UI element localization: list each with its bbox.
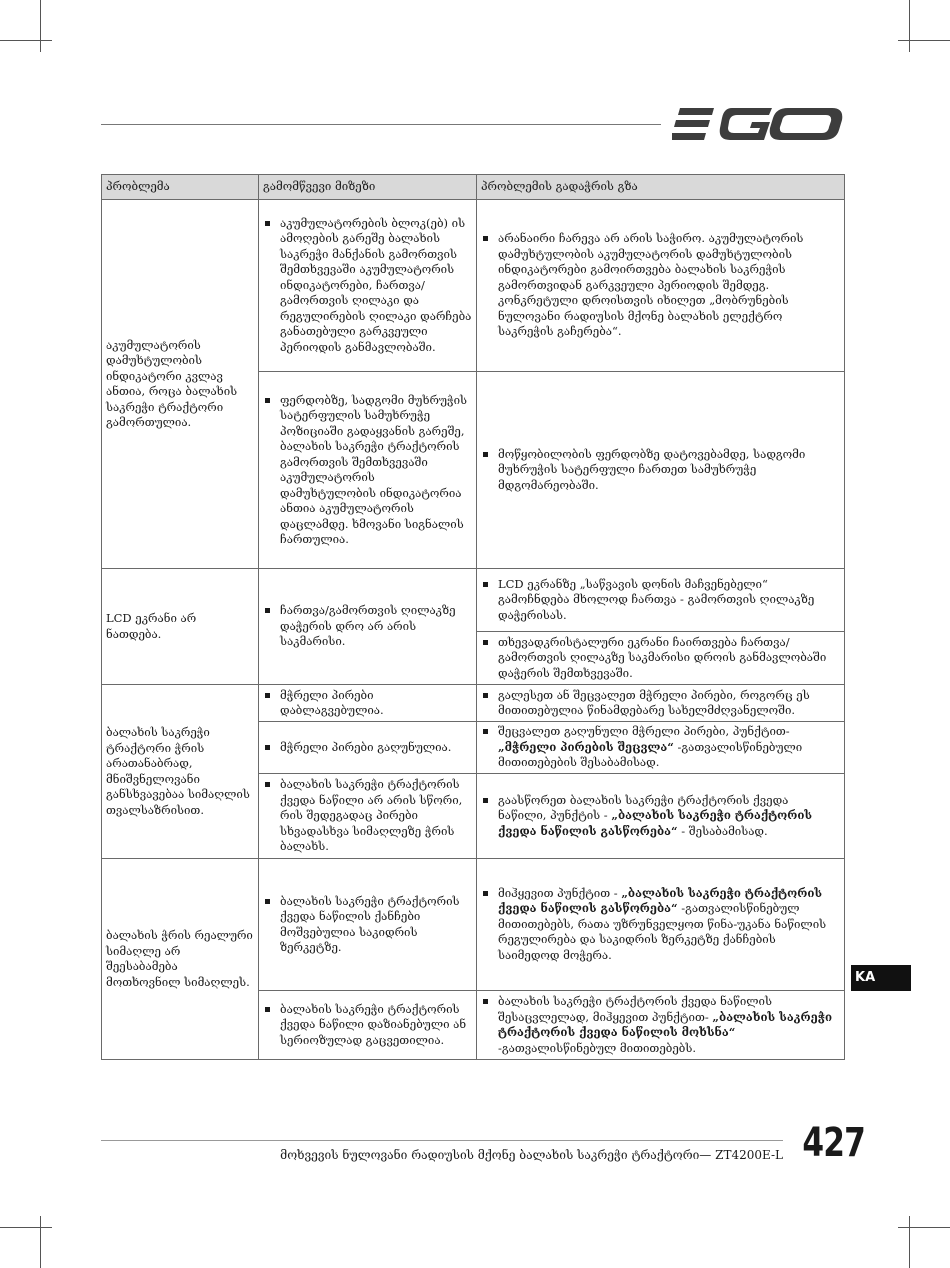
page-number: 427 [802,1120,866,1166]
crop-mark [40,0,41,52]
cause-cell: ბალახის საკრეჭი ტრაქტორის ქვედა ნაწილის ქანჩები მოშვებულია საკიდრის ზერკეტზე. [259,859,477,991]
solution-cell: მიჰყევით პუნქტით - „ბალახის საკრეჭი ტრაქტორის ქვედა ნაწილის გასწორება“ -გათვალისწინებულ მითითებებს, რათა უზრუნველყოთ წინა-უკანა ნაწილის რეგულირება და საკიდრის ზერკეტზე ქანჩების საიმედოდ მოჭერა. [477,859,845,991]
header-problem: პრობლემა [102,175,259,200]
header-cause: გამომწვევი მიზეზი [259,175,477,200]
solution-cell: შეცვალეთ გაღუნული მჭრელი პირები, პუნქტით- „მჭრელი პირების შეცვლა“ -გათვალისწინებული მითითებების შესაბამისად. [477,722,845,774]
footer-title: მოხვევის ნულოვანი რადიუსის მქონე ბალახის საკრეჭი ტრაქტორი— ZT4200E-L [280,1148,783,1162]
bullet-icon [483,640,488,645]
problem-cell: LCD ეკრანი არ ნათდება. [102,569,259,685]
solution-cell: თხევადკრისტალური ეკრანი ჩაირთვება ჩართვა/გამორთვის ღილაკზე საკმარისი დროის განმავლობაში დაჭერის შემთხვევაში. [477,632,845,685]
crop-mark [898,40,950,41]
cause-cell: მჭრელი პირები დაბლაგვებულია. [259,685,477,722]
cause-cell: აკუმულატორების ბლოკ(ებ) ის ამოღების გარეშე ბალახის საკრეჭი მანქანის გამორთვის შემთხვევაში აკუმულატორის ინდიკატორები, ჩართვა/ გამორთვის ღილაკი და რეგულირების ღილაკი დარჩება განათებული გარკვეული პერიოდის განმავლობაში. [259,200,477,372]
crop-mark [909,0,910,52]
crop-mark [0,1227,52,1228]
crop-mark [40,1216,41,1268]
table-row [102,685,845,722]
bullet-icon [483,693,488,698]
solution-cell: არანაირი ჩარევა არ არის საჭირო. აკუმულატორის დამუხტულობის აკუმულატორის დამუხტულობის ინდიკატორები გამოირთვება ბალახის საკრეჭის გამორთვიდან გარკვეული პერიოდის შემდეგ. კონკრეტული დროისთვის იხილეთ „მობრუნების ნულოვანი რადიუსის მქონე ბალახის ელექტრო საკრეჭის გაჩერება“. [477,200,845,372]
bullet-icon [265,693,270,698]
bullet-icon [265,1007,270,1012]
bullet-icon [265,745,270,750]
table-row [102,200,845,372]
problem-cell: აკუმულატორის დამუხტულობის ინდიკატორი კვლავ ანთია, როცა ბალახის საკრეჭი ტრაქტორი გამორთულია. [102,200,259,569]
cause-cell: ჩართვა/გამორთვის ღილაკზე დაჭერის დრო არ არის საკმარისი. [259,569,477,685]
header-rule [101,124,661,125]
bullet-icon [483,798,488,803]
cause-cell: ფერდობზე, სადგომი მუხრუჭის სატერფულის სამუხრუჭე პოზიციაში გადაყვანის გარეშე, ბალახის საკრეჭი ტრაქტორის გამორთვის შემთხვევაში აკუმულატორის დამუხტულობის ინდიკატორია ანთია აკუმულატორის დაცლამდე. ხმოვანი სიგნალის ჩართულია. [259,372,477,569]
solution-cell: მოწყობილობის ფერდობზე დატოვებამდე, სადგომი მუხრუჭის სატერფული ჩართეთ სამუხრუჭე მდგომარეობაში. [477,372,845,569]
solution-cell: ბალახის საკრეჭი ტრაქტორის ქვედა ნაწილის შესაცვლელად, მიჰყევით პუნქტით- „ბალახის საკრეჭი ტრაქტორის ქვედა ნაწილის მოხსნა“ -გათვალისწინებულ მითითებებს. [477,991,845,1060]
table-header-row [102,175,845,200]
solution-cell: გაასწორეთ ბალახის საკრეჭი ტრაქტორის ქვედა ნაწილი, პუნქტის - „ბალახის საკრეჭი ტრაქტორის ქვედა ნაწილის გასწორება“ - შესაბამისად. [477,774,845,859]
troubleshooting-table [101,174,845,1060]
bullet-icon [265,221,270,226]
crop-mark [0,40,52,41]
crop-mark [909,1216,910,1268]
bullet-icon [483,452,488,457]
header-solution: პრობლემის გადაჭრის გზა [477,175,845,200]
bullet-icon [483,891,488,896]
cause-cell: ბალახის საკრეჭი ტრაქტორის ქვედა ნაწილი დაზიანებული ან სერიოზულად გაცვეთილია. [259,991,477,1060]
bullet-icon [483,999,488,1004]
problem-cell: ბალახის საკრეჭი ტრაქტორი ჭრის არათანაბრად, მნიშვნელოვანი განსხვავებაა სიმაღლის თვალსაზრისით. [102,685,259,859]
footer-rule [101,1140,783,1141]
cause-cell: მჭრელი პირები გაღუნულია. [259,722,477,774]
bullet-icon [265,782,270,787]
cause-cell: ბალახის საკრეჭი ტრაქტორის ქვედა ნაწილი არ არის სწორი, რის შედეგადაც პირები სხვადასხვა სიმაღლეზე ჭრის ბალახს. [259,774,477,859]
problem-cell: ბალახის ჭრის რეალური სიმაღლე არ შეესაბამება მოთხოვნილ სიმაღლეს. [102,859,259,1060]
crop-mark [898,1227,950,1228]
bullet-icon [483,729,488,734]
table-row [102,859,845,991]
solution-cell: LCD ეკრანზე „საწვავის დონის მაჩვენებელი“ გამოჩნდება მხოლოდ ჩართვა - გამორთვის ღილაკზე დაჭერისას. [477,569,845,632]
bullet-icon [265,398,270,403]
ego-logo [672,104,844,144]
bullet-icon [483,236,488,241]
bullet-icon [265,608,270,613]
table-row [102,569,845,632]
solution-cell: გალესეთ ან შეცვალეთ მჭრელი პირები, როგორც ეს მითითებულია წინამდებარე სახელმძღვანელოში. [477,685,845,722]
bullet-icon [265,899,270,904]
language-tab: KA [851,965,911,991]
bullet-icon [483,582,488,587]
